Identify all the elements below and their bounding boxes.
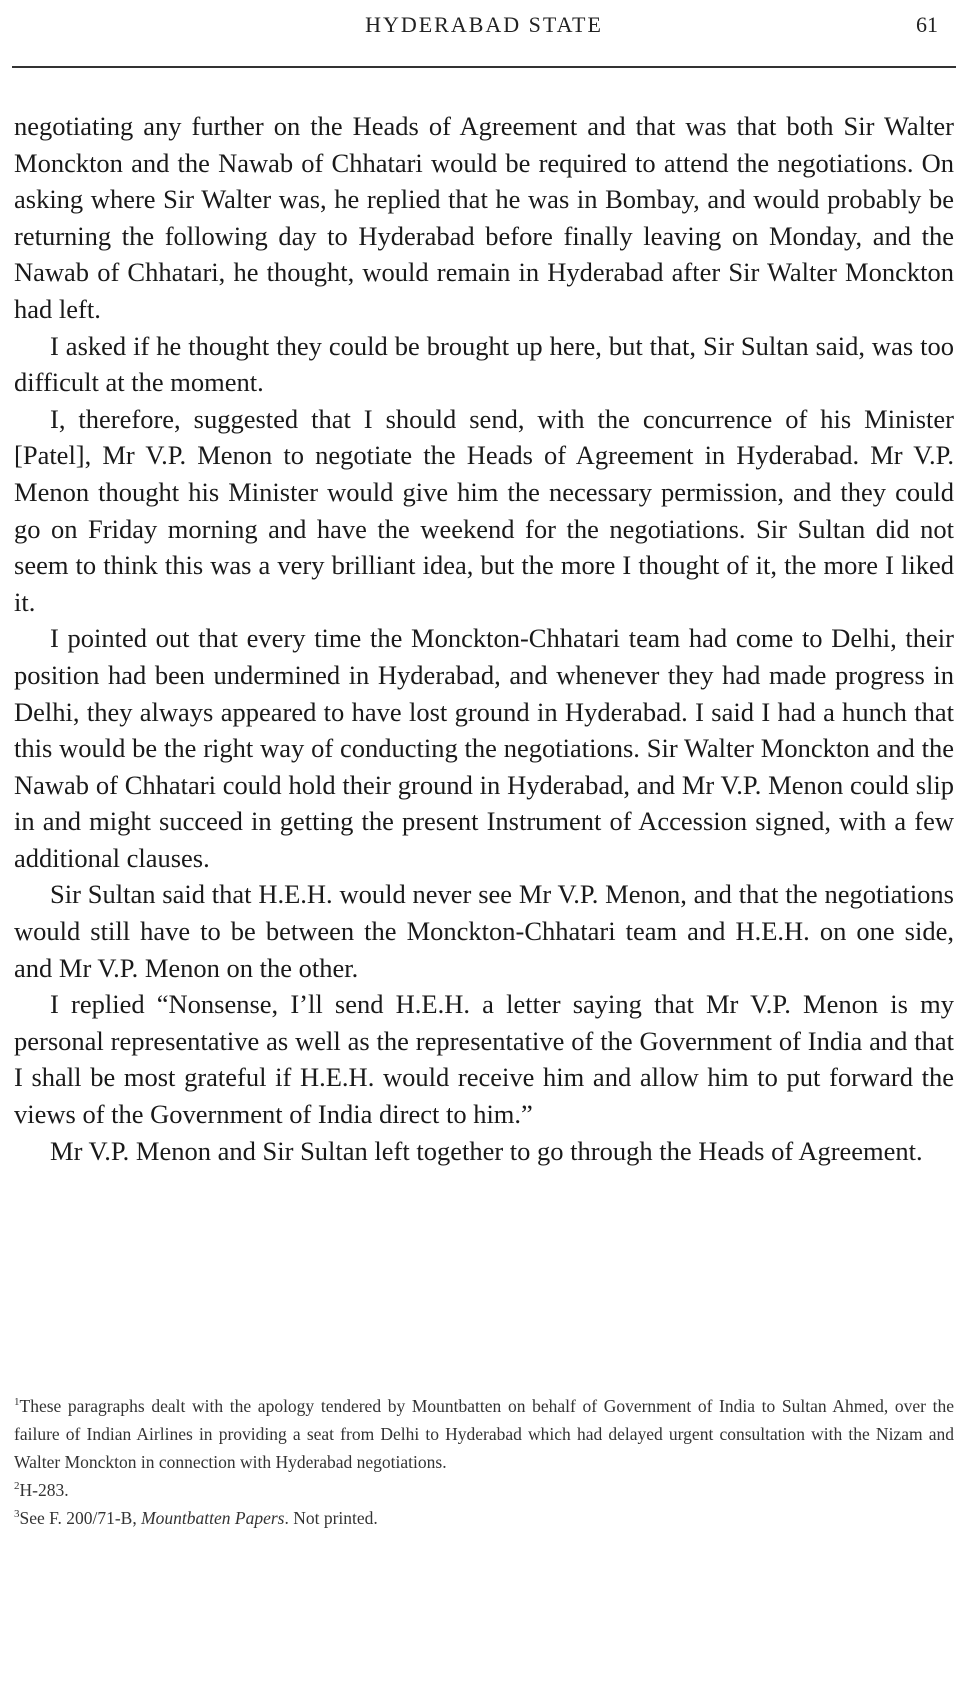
footnote-text: These paragraphs dealt with the apology tendered by Mountbatten on behalf of Government of India to Sultan Ahmed, over the failure of Indian Airlines in providing a seat from Delhi to Hyderabad which had delayed urgent consultation with the Nizam and Walter Monckton in connection with Hyderabad negotiations. — [14, 1396, 954, 1472]
footnote-marker: 2 — [14, 1480, 20, 1493]
footnotes — [14, 1392, 954, 1532]
footnote-text: H-283. — [19, 1480, 69, 1500]
footnote-text: See F. 200/71-B, — [19, 1508, 142, 1528]
paragraph: I replied “Nonsense, I’ll send H.E.H. a letter saying that Mr V.P. Menon is my personal representative as well as the representative of the Government of India and that I shall be most grateful if H.E.H. would receive him and allow him to put forward the views of the Government of India direct to him.” — [14, 989, 954, 1130]
footnote-2 — [14, 1476, 954, 1504]
page-number: 61 — [916, 12, 938, 37]
footnote-1 — [14, 1392, 954, 1476]
header-rule — [12, 66, 956, 68]
body-text — [14, 108, 954, 1169]
paragraph: Mr V.P. Menon and Sir Sultan left together to go through the Heads of Agreement. — [50, 1135, 923, 1166]
paragraph-continued: negotiating any further on the Heads of Agreement and that was that both Sir Walter Monckton and the Nawab of Chhatari would be required to attend the negotiations. On asking where Sir Walter was, he replied that he was in Bombay, and would probably be returning the following day to Hyderabad before finally leaving on Monday, and the Nawab of Chhatari, he thought, would remain in Hyderabad after Sir Walter Monckton had left. — [14, 111, 954, 324]
paragraph: Sir Sultan said that H.E.H. would never see Mr V.P. Menon, and that the negotiations would still have to be between the Monckton-Chhatari team and H.E.H. on one side, and Mr V.P. Menon on the other. — [14, 879, 954, 983]
paragraph: I pointed out that every time the Monckton-Chhatari team had come to Delhi, their position had been undermined in Hyderabad, and whenever they had made progress in Delhi, they always appeared to have lost ground in Hyderabad. I said I had a hunch that this would be the right way of conducting the negotiations. Sir Walter Monckton and the Nawab of Chhatari could hold their ground in Hyderabad, and Mr V.P. Menon could slip in and might succeed in getting the present Instrument of Accession signed, with a few additional clauses. — [14, 623, 954, 873]
paragraph: I asked if he thought they could be brought up here, but that, Sir Sultan said, was too difficult at the moment. — [14, 330, 954, 398]
paragraph: I, therefore, suggested that I should send, with the concurrence of his Minister [Patel], Mr V.P. Menon to negotiate the Heads of Agreement in Hyderabad. Mr V.P. Menon thought his Minister would give him the necessary permission, and they could go on Friday morning and have the weekend for the negotiations. Sir Sultan did not seem to think this was a very brilliant idea, but the more I thought of it, the more I liked it. — [14, 403, 954, 617]
running-title: HYDERABAD STATE — [365, 12, 603, 37]
running-head — [0, 12, 968, 48]
footnote-source-title: Mountbatten Papers — [141, 1508, 285, 1528]
footnote-marker: 1 — [14, 1396, 20, 1409]
footnote-marker: 3 — [14, 1508, 20, 1521]
footnote-3 — [14, 1504, 954, 1532]
footnote-text: . Not printed. — [284, 1508, 378, 1528]
